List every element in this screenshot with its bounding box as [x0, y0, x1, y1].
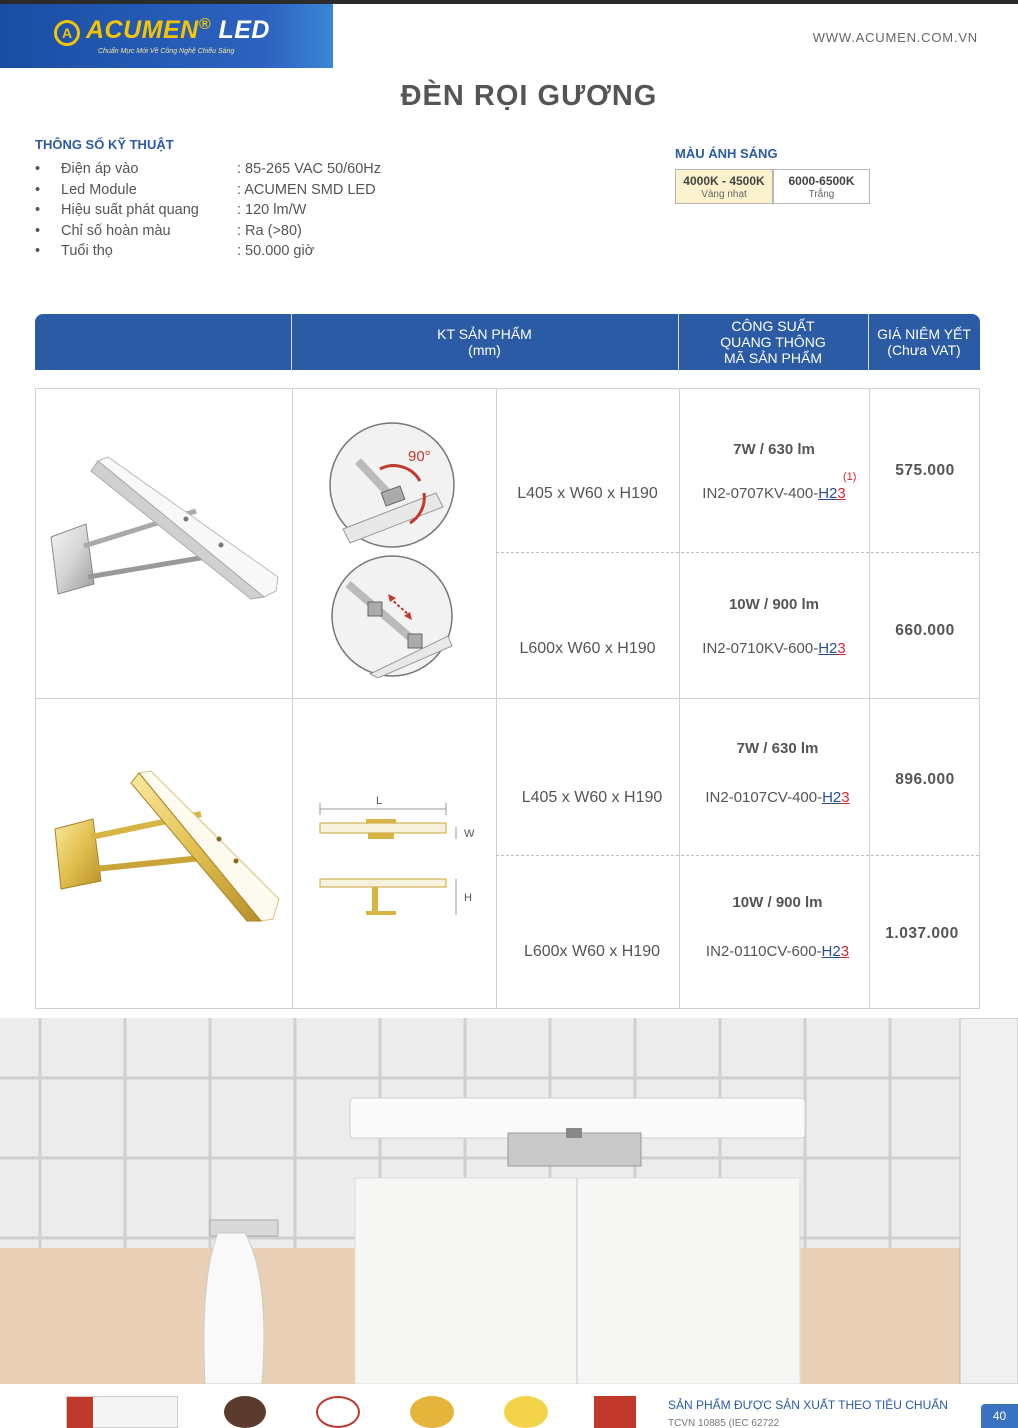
page-number: 40 — [981, 1404, 1018, 1428]
rotation-diagram — [328, 421, 456, 549]
row-divider — [36, 698, 979, 699]
swatch-warm-white: 4000K - 4500K Vàng nhạt — [675, 169, 773, 204]
standard-text: TCVN 10885 (IEC 62722 — [668, 1418, 780, 1428]
width-label: W — [464, 828, 475, 840]
dimension-value: L600x W60 x H190 — [519, 640, 656, 657]
header-price: GIÁ NIÊM YẾT (Chưa VAT) — [877, 326, 971, 358]
dimension-value: L405 x W60 x H190 — [517, 485, 658, 502]
footnote-marker: (1) — [843, 471, 857, 483]
logo-tagline: Chuẩn Mực Mới Về Công Nghệ Chiếu Sáng — [98, 48, 235, 55]
bullet-icon: • — [35, 202, 41, 219]
product-image-silver — [46, 449, 282, 649]
standard-heading: SẢN PHẨM ĐƯỢC SẢN XUẤT THEO TIÊU CHUẨN — [668, 1398, 948, 1412]
bureau-veritas-badge — [66, 1396, 178, 1428]
product-code: IN2-0107CV-400-H23 — [705, 789, 850, 806]
swatch-cool-white: 6000-6500K Trắng — [773, 169, 870, 204]
brand-award-badge — [594, 1396, 636, 1428]
light-color-heading: MÀU ÁNH SÁNG — [675, 146, 778, 161]
product-code: IN2-0110CV-600-H23 — [705, 943, 850, 960]
product-image-gold — [51, 769, 283, 959]
dimension-value: L600x W60 x H190 — [523, 943, 661, 960]
price-value: 1.037.000 — [885, 925, 959, 942]
logo-wordmark: ACUMEN® LED — [86, 16, 270, 44]
bullet-icon: • — [35, 161, 41, 177]
length-label: L — [376, 795, 383, 807]
price-value: 575.000 — [895, 462, 955, 479]
table-header — [35, 314, 980, 370]
header-power: CÔNG SUẤT QUANG THÔNG MÃ SẢN PHẨM — [720, 318, 826, 366]
logo-mark-icon: A — [54, 20, 80, 46]
star-award-badge — [316, 1396, 360, 1428]
quality-badge — [504, 1396, 548, 1428]
dimension-diagram — [316, 789, 486, 929]
power-value: 7W / 630 lm — [736, 740, 819, 757]
row-dashed-divider — [496, 552, 979, 553]
angle-label: 90° — [408, 448, 431, 465]
bullet-icon: • — [35, 181, 41, 198]
row-dashed-divider — [496, 855, 979, 856]
price-value: 896.000 — [895, 771, 955, 788]
gold-award-badge — [224, 1396, 266, 1428]
power-value: 10W / 900 lm — [728, 596, 820, 613]
height-label: H — [464, 892, 472, 904]
bullet-icon: • — [35, 222, 41, 239]
power-value: 7W / 630 lm — [733, 441, 815, 458]
certification-badges — [0, 1384, 660, 1428]
page-title: ĐÈN RỌI GƯƠNG — [400, 80, 658, 112]
bullet-icon: • — [35, 243, 41, 260]
product-table — [35, 388, 980, 1009]
specs-heading: THÔNG SỐ KỸ THUẬT — [35, 137, 174, 152]
brand-logo[interactable] — [0, 4, 333, 68]
header-size: KT SẢN PHẨM (mm) — [437, 326, 532, 358]
website-url[interactable]: WWW.ACUMEN.COM.VN — [812, 30, 978, 45]
dimension-value: L405 x W60 x H190 — [521, 789, 663, 806]
product-code: IN2-0707KV-400-H23 — [702, 485, 846, 502]
power-value: 10W / 900 lm — [732, 894, 823, 911]
product-code: IN2-0710KV-600-H23 — [702, 640, 846, 657]
price-value: 660.000 — [895, 622, 955, 639]
extension-diagram — [330, 554, 454, 678]
bathroom-photo — [0, 1018, 1018, 1384]
gold-medal-badge — [410, 1396, 454, 1428]
